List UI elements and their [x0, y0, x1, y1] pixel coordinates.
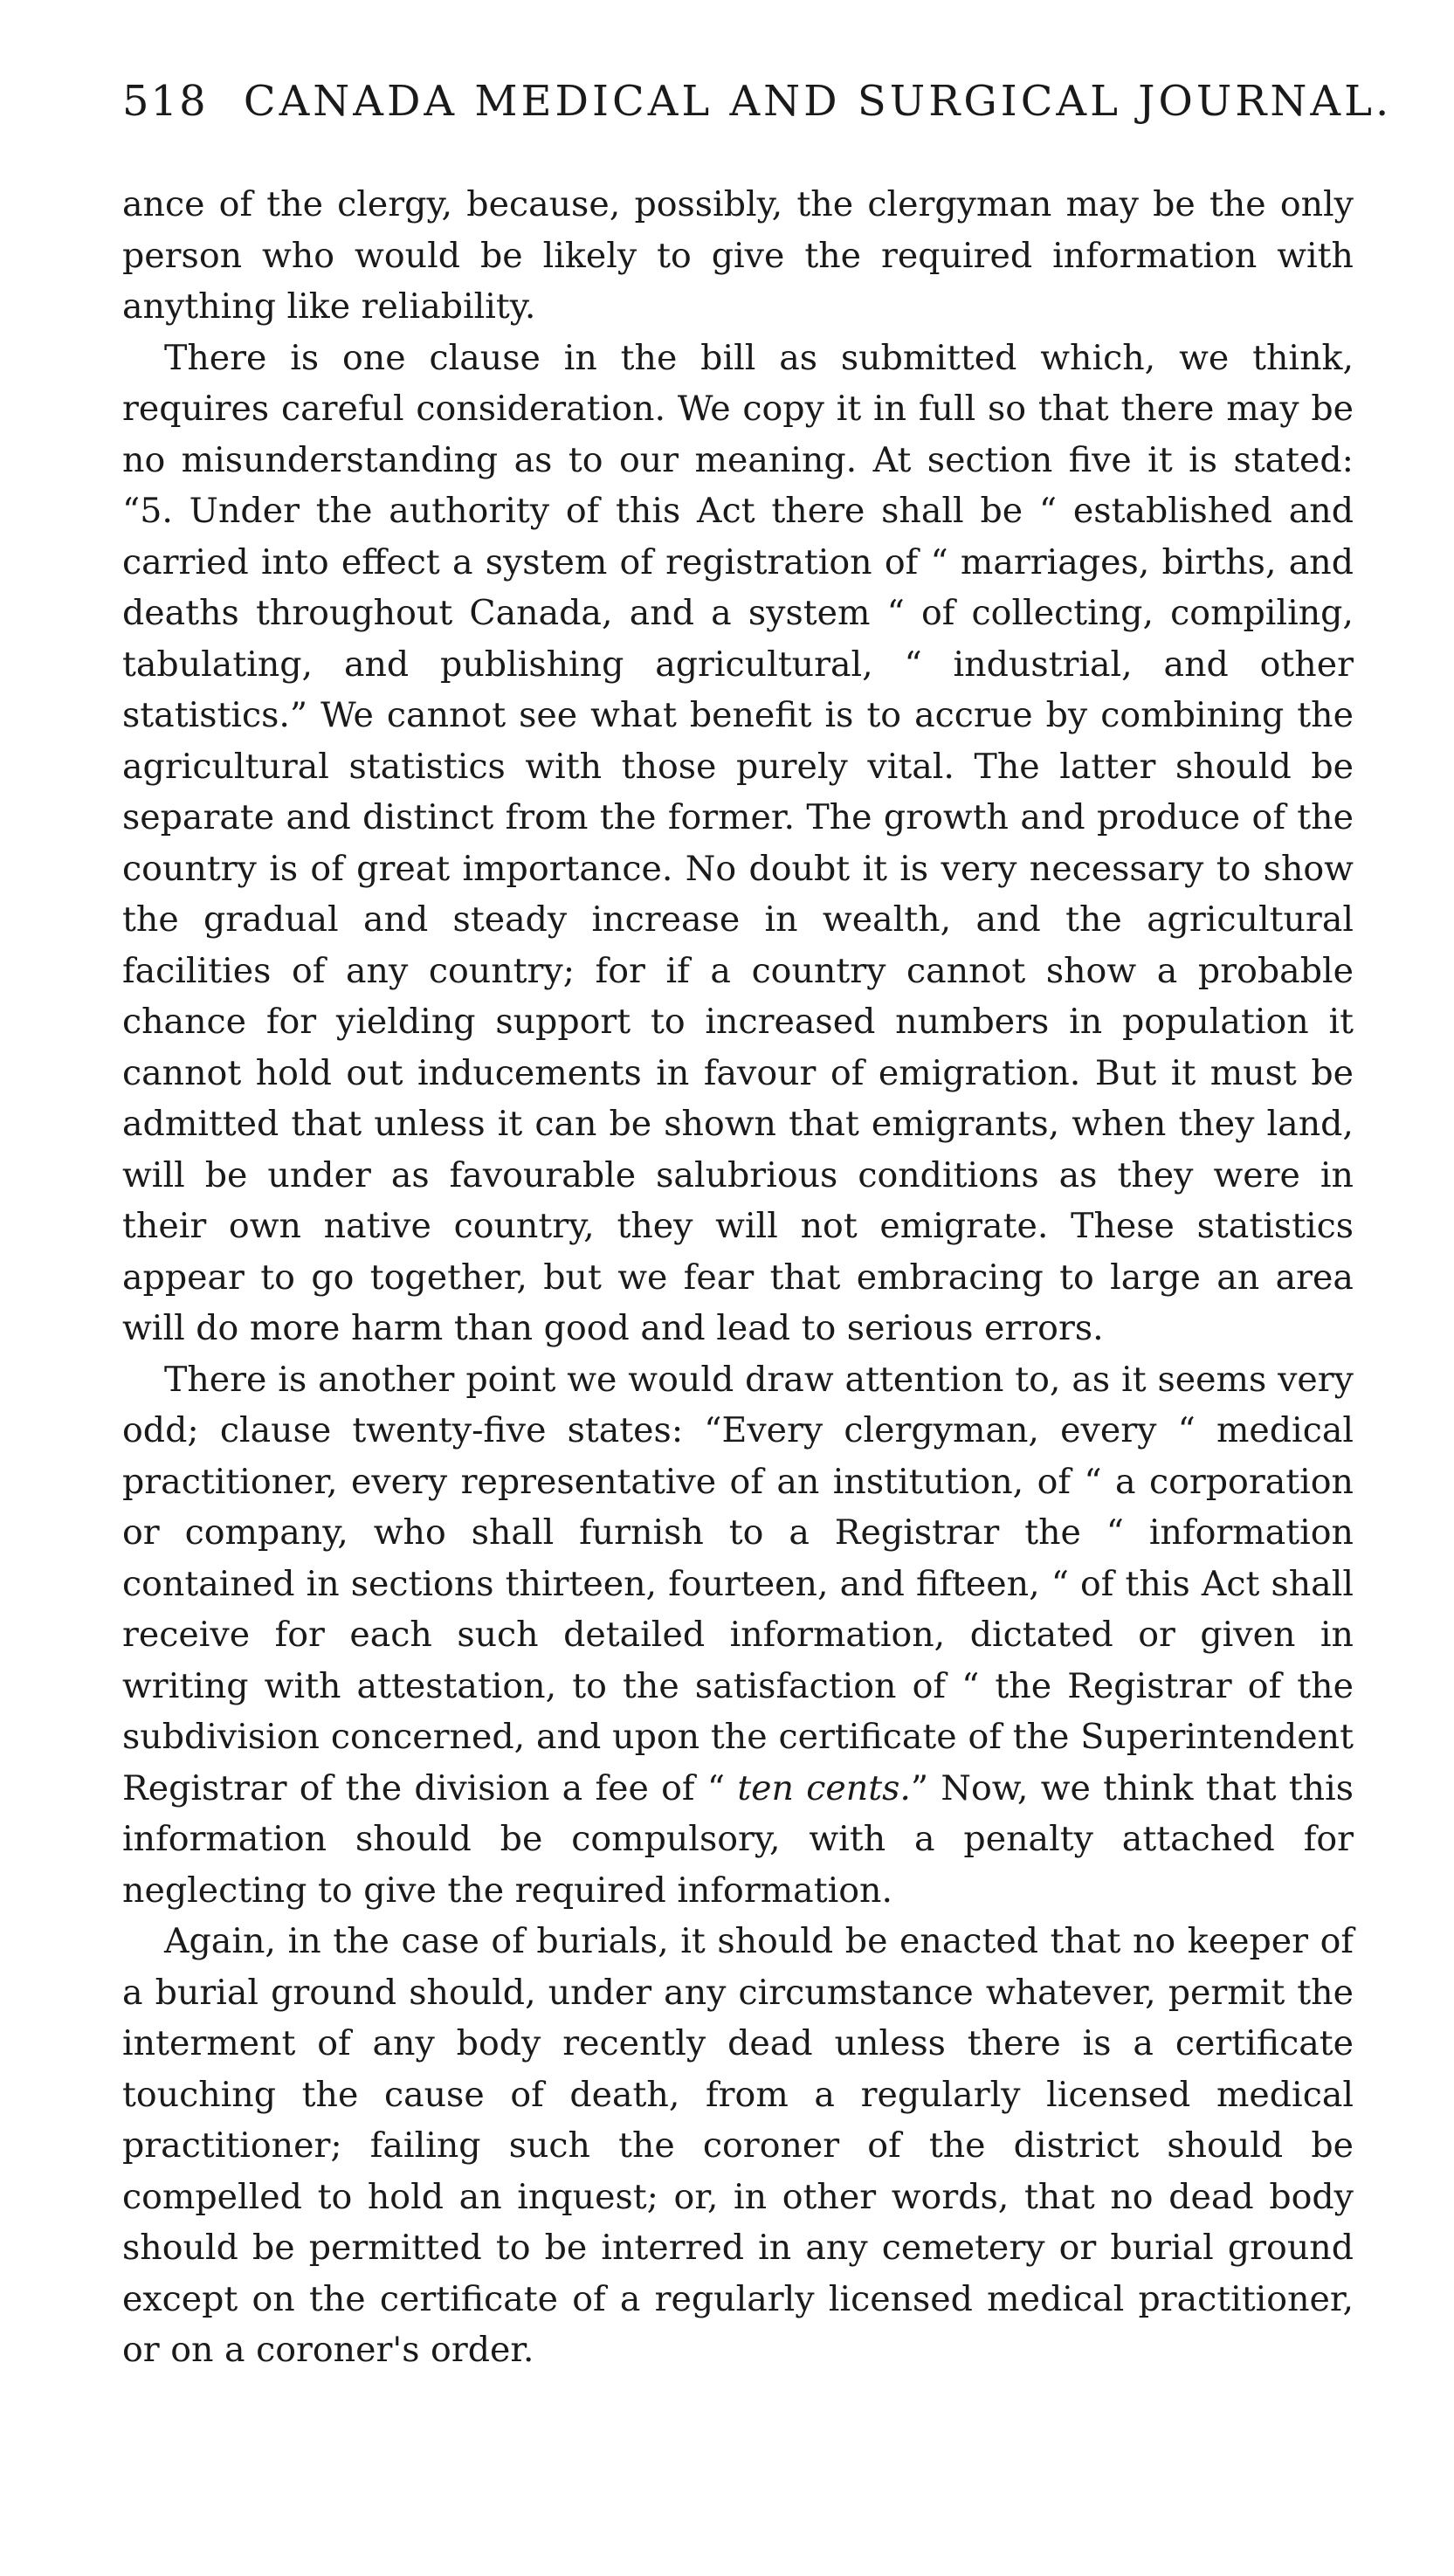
paragraph-burials: Again, in the case of burials, it should be enacted that no keeper of a burial ground should, under any circumstance whatever, permit the interment of any body recently dead unless there is a certificate touching the cause of death, from a regularly licensed medical practitioner; failing such the coroner of the district should be compelled to hold an inquest; or, in other words, that no dead body should be permitted to be interred in any cemetery or burial ground except on the certificate of a regularly licensed medical practitioner, or on a coroner's order.: [122, 1921, 1354, 2370]
page-number: 518: [122, 77, 208, 126]
clause-fee-italic: ten cents.: [737, 1767, 911, 1808]
journal-title: CANADA MEDICAL AND SURGICAL JOURNAL.: [243, 77, 1393, 126]
clause-text-before: There is another point we would draw attention to, as it seems very odd; clause twenty-five states: “Every clergyman, every “ medical practitioner, every representative of an institution, of “ a corporation or company, who shall furnish to a Registrar the “ information contained in sections thirteen, fourteen, and fifteen, “ of this Act shall receive for each such detailed information, dictated or given in writing with attestation, to the satisfaction of “ the Registrar of the subdivision concerned, and upon the certificate of the Superintendent Registrar of the division a fee of “: [122, 1359, 1354, 1808]
clause-text-after: ” Now, we think that this information should be compulsory, with a penalty attached for neglecting to give the required information.: [122, 1767, 1354, 1911]
running-header: [122, 77, 1393, 126]
article-body: [122, 179, 1354, 2376]
paragraph-clause-twenty-five: [122, 1354, 1354, 1917]
paragraph-continuation: ance of the clergy, because, possibly, the clergyman may be the only person who would be likely to give the required information with anything like reliability.: [122, 184, 1354, 327]
paragraph-section-five: There is one clause in the bill as submitted which, we think, requires careful consideration. We copy it in full so that there may be no misunderstanding as to our meaning. At section five it is stated: “5. Under the authority of this Act there shall be “ established and carried into effect a system of registration of “ marriages, births, and deaths throughout Canada, and a system “ of collecting, compiling, tabulating, and publishing agricultural, “ industrial, and other statistics.” We cannot see what benefit is to accrue by combining the agricultural statistics with those purely vital. The latter should be separate and distinct from the former. The growth and produce of the country is of great importance. No doubt it is very necessary to show the gradual and steady increase in wealth, and the agricultural facilities of any country; for if a country cannot show a probable chance for yielding support to increased numbers in population it cannot hold out inducements in favour of emigration. But it must be admitted that unless it can be shown that emigrants, when they land, will be under as favourable salubrious conditions as they were in their own native country, they will not emigrate. These statistics appear to go together, but we fear that embracing to large an area will do more harm than good and lead to serious errors.: [122, 337, 1354, 1348]
